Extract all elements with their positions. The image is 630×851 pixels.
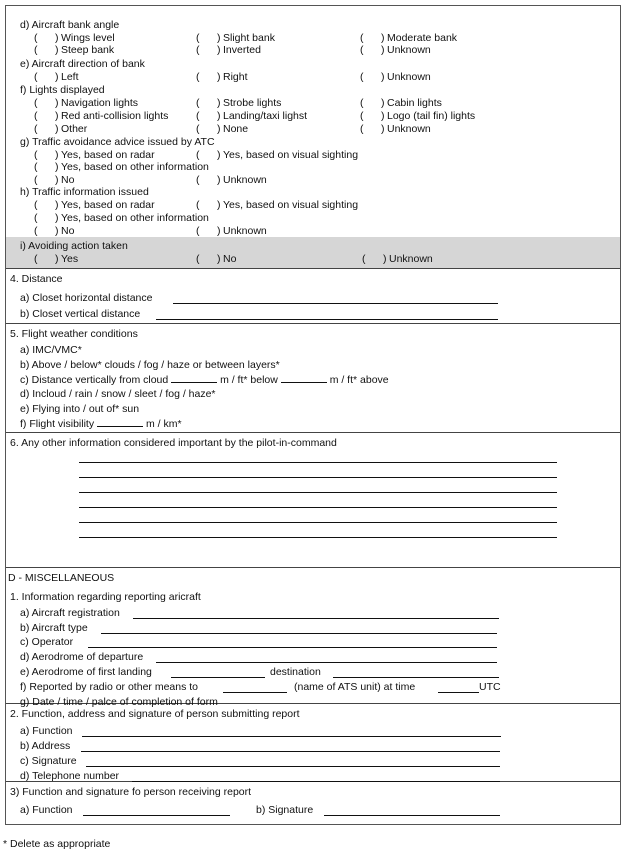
horizontal-distance-field[interactable] xyxy=(173,303,498,304)
receiver-function-label: a) Function xyxy=(20,804,73,816)
submitter-title: 2. Function, address and signature of person submitting report xyxy=(10,708,300,720)
receiver-title: 3) Function and signature fo person receiving report xyxy=(10,786,252,798)
traffic-info-label: h) Traffic information issued xyxy=(20,186,149,198)
reporting-aircraft-title: 1. Information regarding reporting aricraft xyxy=(10,591,201,603)
cloud-distance-row xyxy=(20,373,389,386)
avoiding-action-label: i) Avoiding action taken xyxy=(20,240,128,252)
horizontal-distance-label: a) Closet horizontal distance xyxy=(20,292,153,304)
option-info-no[interactable]: ( ) No xyxy=(34,225,75,237)
other-info-line-1[interactable] xyxy=(79,462,557,463)
distance-section xyxy=(6,269,620,324)
option-info-other[interactable]: ( ) Yes, based on other information xyxy=(34,212,209,224)
other-info-section xyxy=(6,433,620,568)
option-inverted[interactable]: ( ) Inverted xyxy=(196,44,261,56)
visibility-row xyxy=(20,417,182,430)
submitter-signature-label: c) Signature xyxy=(20,755,77,767)
submitter-telephone-label: d) Telephone number xyxy=(20,770,120,782)
imc-vmc-label: a) IMC/VMC* xyxy=(20,344,82,356)
cloud-distance-label: c) Distance vertically from cloud xyxy=(20,374,169,386)
operator-label: c) Operator xyxy=(20,636,74,648)
cloud-position-label: b) Above / below* clouds / fog / haze or between layers* xyxy=(20,359,280,371)
departure-field[interactable] xyxy=(156,662,497,663)
vertical-distance-field[interactable] xyxy=(156,319,498,320)
submitter-signature-field[interactable] xyxy=(86,766,500,767)
other-info-line-2[interactable] xyxy=(79,477,557,478)
ats-unit-field[interactable] xyxy=(223,692,287,693)
option-direction-unknown[interactable]: ( ) Unknown xyxy=(360,71,431,83)
option-steep-bank[interactable]: ( ) Steep bank xyxy=(34,44,115,56)
other-info-line-6[interactable] xyxy=(79,537,557,538)
section-3-continued xyxy=(6,6,620,237)
other-info-line-4[interactable] xyxy=(79,507,557,508)
weather-title: 5. Flight weather conditions xyxy=(10,328,138,340)
sun-label: e) Flying into / out of* sun xyxy=(20,403,140,415)
option-lights-unknown[interactable]: ( ) Unknown xyxy=(360,123,431,135)
lights-label: f) Lights displayed xyxy=(20,84,105,96)
option-bank-unknown[interactable]: ( ) Unknown xyxy=(360,44,431,56)
option-cabin-lights[interactable]: ( ) Cabin lights xyxy=(360,97,442,109)
precipitation-label: d) Incloud / rain / snow / sleet / fog / haze* xyxy=(20,388,216,400)
aircraft-type-field[interactable] xyxy=(101,633,497,634)
submitter-address-label: b) Address xyxy=(20,740,71,752)
report-time-field[interactable] xyxy=(438,692,479,693)
departure-label: d) Aerodrome of departure xyxy=(20,651,144,663)
cloud-distance-below-unit: m / ft* below xyxy=(220,374,278,386)
option-info-radar[interactable]: ( ) Yes, based on radar xyxy=(34,199,155,211)
option-info-unknown[interactable]: ( ) Unknown xyxy=(196,225,267,237)
option-action-no[interactable]: ( ) No xyxy=(196,253,237,265)
cloud-distance-above-field[interactable] xyxy=(281,373,327,383)
option-advice-other[interactable]: ( ) Yes, based on other information xyxy=(34,161,209,173)
ats-unit-label: (name of ATS unit) at time xyxy=(294,681,416,693)
option-moderate-bank[interactable]: ( ) Moderate bank xyxy=(360,32,458,44)
reported-to-label: f) Reported by radio or other means to xyxy=(20,681,199,693)
other-info-line-3[interactable] xyxy=(79,492,557,493)
operator-field[interactable] xyxy=(88,647,497,648)
option-other-lights[interactable]: ( ) Other xyxy=(34,123,88,135)
footnote: * Delete as appropriate xyxy=(3,838,111,850)
destination-label: destination xyxy=(270,666,321,678)
option-logo-lights[interactable]: ( ) Logo (tail fin) lights xyxy=(360,110,476,122)
visibility-unit: m / km* xyxy=(145,418,182,430)
avoidance-advice-label: g) Traffic avoidance advice issued by ATC xyxy=(20,136,215,148)
utc-label: UTC xyxy=(479,681,501,693)
option-no-lights[interactable]: ( ) None xyxy=(196,123,249,135)
receiver-section xyxy=(6,782,620,826)
avoiding-action-section xyxy=(6,237,620,269)
option-left[interactable]: ( ) Left xyxy=(34,71,79,83)
first-landing-field[interactable] xyxy=(171,677,265,678)
option-right[interactable]: ( ) Right xyxy=(196,71,248,83)
destination-field[interactable] xyxy=(333,677,499,678)
miscellaneous-title: D - MISCELLANEOUS xyxy=(8,572,115,584)
visibility-field[interactable] xyxy=(97,417,143,427)
visibility-label: f) Flight visibility xyxy=(20,418,95,430)
weather-section xyxy=(6,324,620,433)
registration-label: a) Aircraft registration xyxy=(20,607,120,619)
option-advice-visual[interactable]: ( ) Yes, based on visual sighting xyxy=(196,149,359,161)
option-advice-radar[interactable]: ( ) Yes, based on radar xyxy=(34,149,155,161)
option-slight-bank[interactable]: ( ) Slight bank xyxy=(196,32,275,44)
option-action-unknown[interactable]: ( ) Unknown xyxy=(362,253,433,265)
option-advice-no[interactable]: ( ) No xyxy=(34,174,75,186)
submitter-address-field[interactable] xyxy=(81,751,500,752)
option-wings-level[interactable]: ( ) Wings level xyxy=(34,32,115,44)
miscellaneous-section xyxy=(6,568,620,708)
completion-label: g) Date / time / palce of completion of form xyxy=(20,696,218,708)
bank-angle-label: d) Aircraft bank angle xyxy=(20,19,120,31)
submitter-function-label: a) Function xyxy=(20,725,73,737)
option-info-visual[interactable]: ( ) Yes, based on visual sighting xyxy=(196,199,359,211)
option-red-anti-collision-lights[interactable]: ( ) Red anti-collision lights xyxy=(34,110,169,122)
other-info-title: 6. Any other information considered important by the pilot-in-command xyxy=(10,437,337,449)
receiver-signature-label: b) Signature xyxy=(256,804,314,816)
receiver-signature-field[interactable] xyxy=(324,815,500,816)
submitter-function-field[interactable] xyxy=(82,736,501,737)
option-navigation-lights[interactable]: ( ) Navigation lights xyxy=(34,97,139,109)
first-landing-label: e) Aerodrome of first landing xyxy=(20,666,152,678)
aircraft-type-label: b) Aircraft type xyxy=(20,622,88,634)
option-action-yes[interactable]: ( ) Yes xyxy=(34,253,79,265)
report-form xyxy=(5,5,621,825)
receiver-function-field[interactable] xyxy=(83,815,230,816)
vertical-distance-label: b) Closet vertical distance xyxy=(20,308,141,320)
option-strobe-lights[interactable]: ( ) Strobe lights xyxy=(196,97,282,109)
other-info-line-5[interactable] xyxy=(79,522,557,523)
bank-direction-label: e) Aircraft direction of bank xyxy=(20,58,145,70)
distance-title: 4. Distance xyxy=(10,273,63,285)
cloud-distance-above-unit: m / ft* above xyxy=(329,374,389,386)
submitter-section xyxy=(6,704,620,782)
option-advice-unknown[interactable]: ( ) Unknown xyxy=(196,174,267,186)
cloud-distance-below-field[interactable] xyxy=(171,373,217,383)
option-landing-taxi-lights[interactable]: ( ) Landing/taxi lighst xyxy=(196,110,308,122)
registration-field[interactable] xyxy=(133,618,499,619)
